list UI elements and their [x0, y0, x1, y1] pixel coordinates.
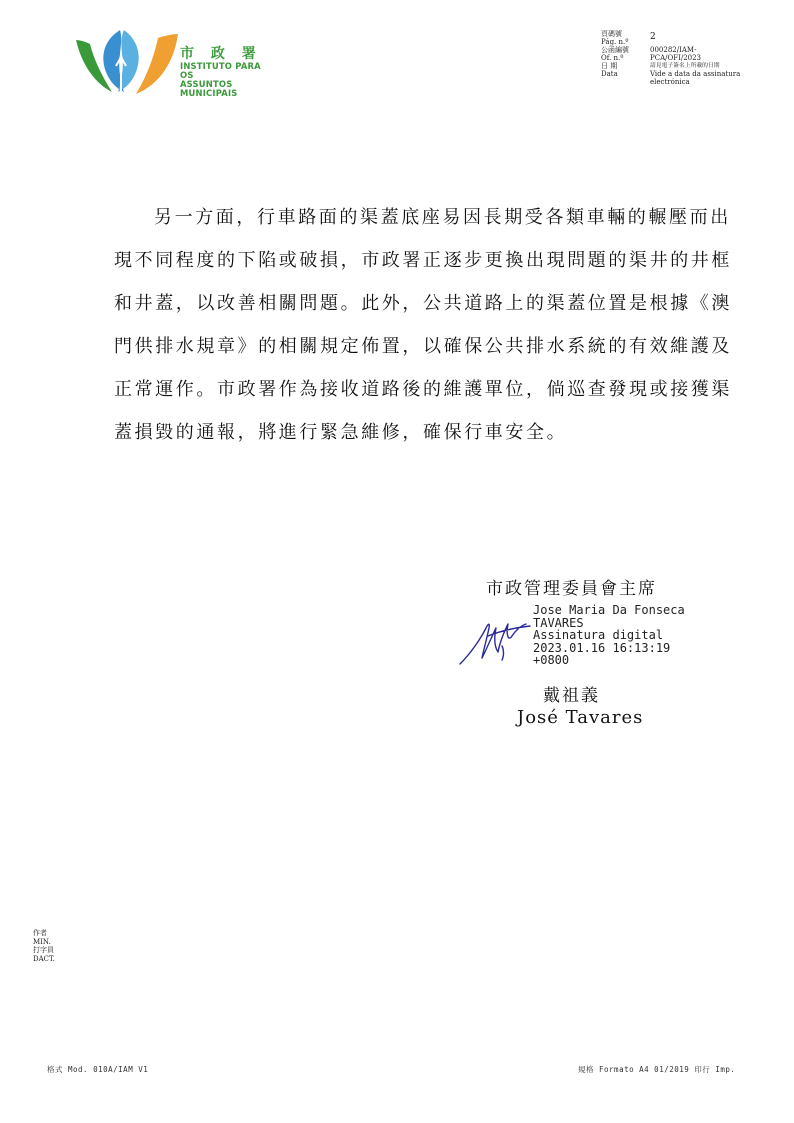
footer-form-code: 格式 Mod. 010A/IAM V1	[47, 1065, 149, 1074]
logo-name-cn: 市 政 署	[180, 46, 262, 62]
date-label-cn: 日 期	[601, 62, 618, 70]
page-label-cn: 頁碼號	[601, 30, 622, 38]
date-label-pt: Data	[601, 70, 618, 78]
digital-signer-name: Jose Maria Da Fonseca	[533, 603, 685, 617]
digital-signer-surname: TAVARES	[533, 615, 584, 630]
signatory-name-pt: José Tavares	[517, 707, 644, 728]
logo-name-pt-line1: INSTITUTO PARA OS	[180, 61, 261, 80]
logo-name-pt-line2: ASSUNTOS MUNICIPAIS	[180, 79, 238, 98]
date-value-pt: Vide a data da assinatura electrónica	[650, 70, 741, 86]
digital-signature-datetime: 2023.01.16 16:13:19	[533, 640, 671, 655]
date-value-cn: 請見電子簽名上所載的日期	[650, 63, 720, 69]
digital-signature-timezone: +0800	[533, 653, 570, 667]
footer-format: 規格 Formato A4 01/2019 印行 Imp.	[578, 1065, 736, 1074]
typist-label-cn: 打字員	[33, 946, 54, 955]
handwritten-signature-icon	[458, 616, 532, 668]
body-paragraph: 另一方面，行車路面的渠蓋底座易因長期受各類車輛的輾壓而出現不同程度的下陷或破損，市政署正逐步更換出現問題的渠井的井框和井蓋，以改善相關問題。此外，公共道路上的渠蓋位置是根據《澳門供排水規章》的相關規定佈置，以確保公共排水系統的有效維護及正常運作。市政署作為接收道路後的維護單位，倘巡查發現或接獲渠蓋損毀的通報，將進行緊急維修，確保行車安全。	[114, 207, 732, 443]
office-label-pt: Of. n.º	[601, 54, 624, 62]
signatory-title: 市政管理委員會主席	[486, 579, 657, 599]
typist-initials: DACT.	[33, 954, 55, 963]
office-number: 000282/IAM-PCA/OFI/2023	[650, 46, 702, 62]
digital-signature-label: Assinatura digital	[533, 628, 664, 642]
digital-signature-block	[533, 604, 685, 667]
author-initials: MIN.	[33, 937, 51, 946]
author-label-cn: 作者	[33, 929, 47, 937]
iam-emblem-icon	[74, 26, 180, 98]
page-number: 2	[650, 32, 656, 42]
iam-logo	[74, 26, 274, 98]
author-block	[33, 929, 55, 963]
page-label-pt: Pág. n.º	[601, 38, 629, 46]
signatory-name-cn: 戴祖義	[543, 686, 600, 706]
office-label-cn: 公函編號	[601, 46, 629, 54]
